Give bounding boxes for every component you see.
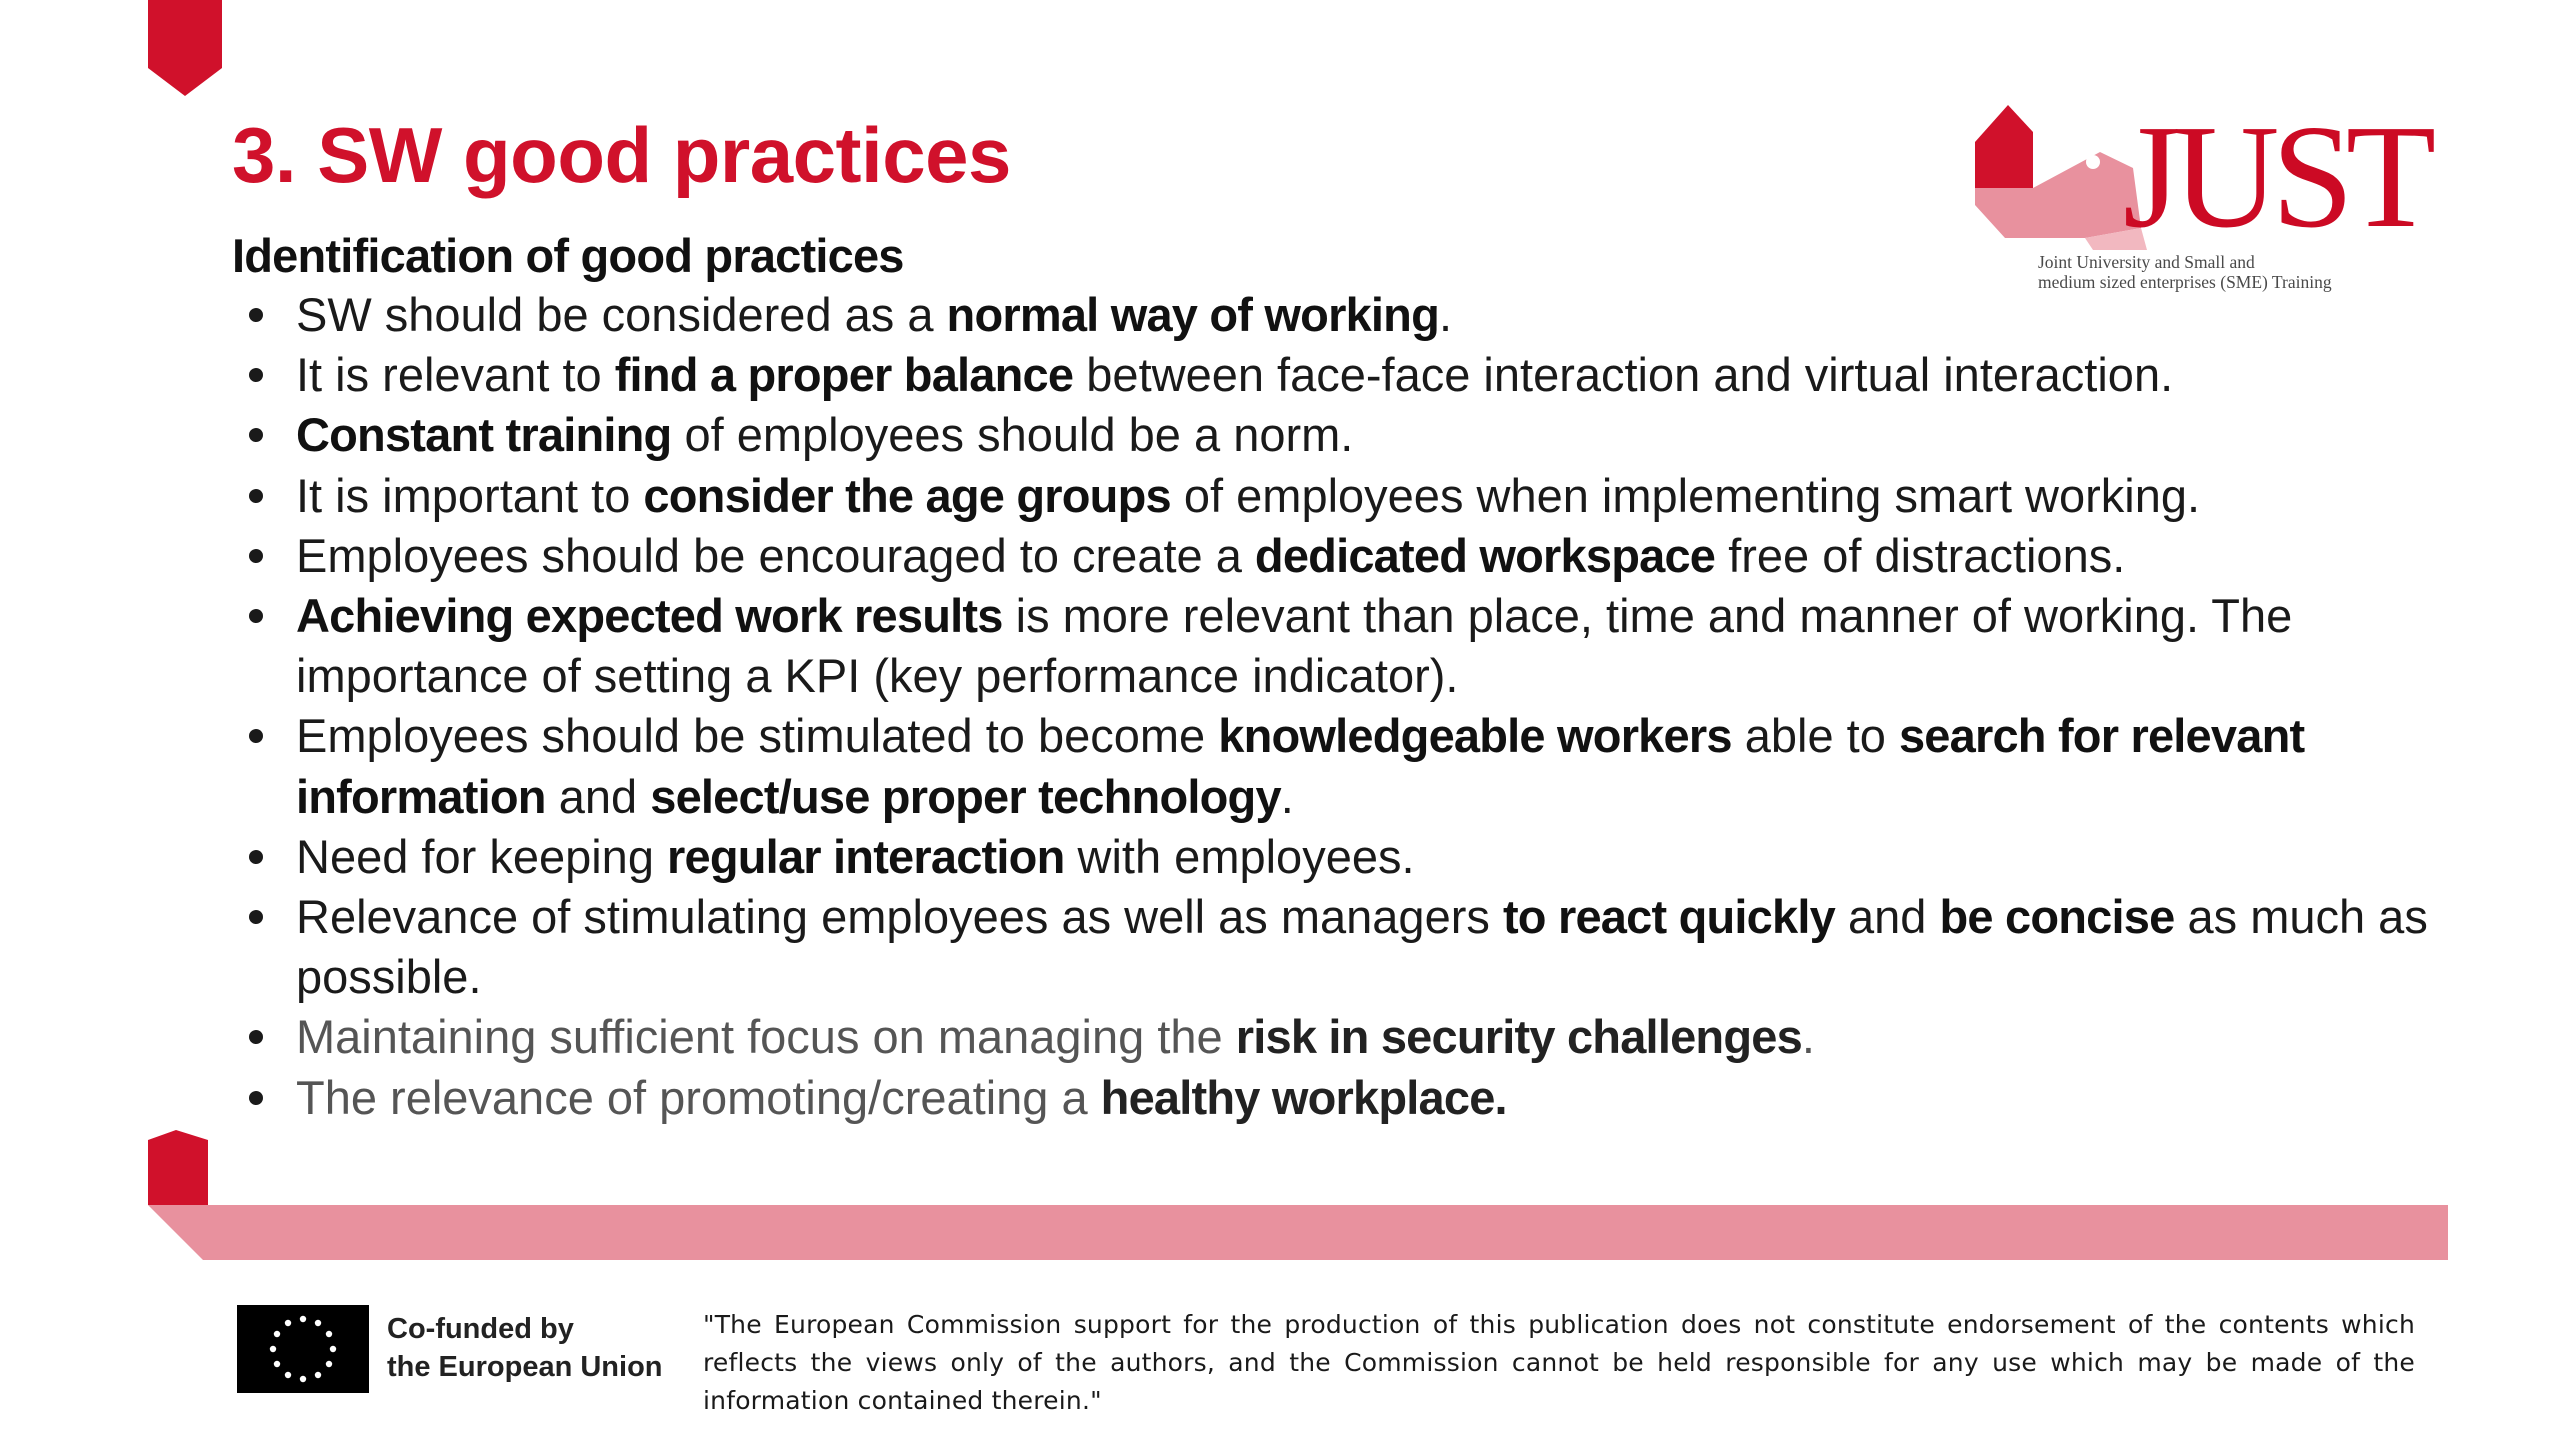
bullet-text: . bbox=[1280, 769, 1294, 823]
eu-cofunded-label bbox=[387, 1310, 663, 1386]
bullet-emphasis: to react quickly bbox=[1502, 890, 1835, 944]
bullet-item bbox=[232, 1007, 2462, 1067]
slide-title: 3. SW good practices bbox=[232, 111, 1011, 199]
bullet-text: Employees should be encouraged to create a bbox=[296, 528, 1255, 582]
bullet-text: Need for keeping bbox=[296, 829, 668, 883]
bullet-text: It is relevant to bbox=[296, 348, 615, 402]
bullet-emphasis: risk in security challenges bbox=[1235, 1010, 1802, 1064]
bullet-item bbox=[232, 285, 2462, 345]
bullet-text: Maintaining sufficient focus on managing the bbox=[296, 1010, 1236, 1064]
bullet-emphasis: find a proper balance bbox=[614, 348, 1074, 402]
just-logo bbox=[1975, 95, 2445, 300]
bullet-item bbox=[232, 887, 2462, 1007]
bullet-emphasis: consider the age groups bbox=[643, 468, 1171, 522]
bullet-text: Relevance of stimulating employees as well as managers bbox=[296, 890, 1503, 944]
eu-star bbox=[300, 1376, 306, 1382]
bullet-text: It is important to bbox=[296, 468, 644, 522]
bullet-text: Employees should be stimulated to become bbox=[296, 709, 1219, 763]
bullet-text: is more relevant than place, time and manner of working. The importance of setting a KPI (key performance indicator). bbox=[296, 589, 2293, 703]
eu-disclaimer: "The European Commission support for the production of this publication does not constitute endorsement of the contents which reflects the views only of the authors, and the Commission cannot be held responsible for any use which may be made of the information contained therein." bbox=[703, 1310, 2415, 1415]
bullet-text: SW should be considered as a bbox=[296, 288, 947, 341]
eu-star bbox=[285, 1372, 291, 1378]
bullet-emphasis: knowledgeable workers bbox=[1218, 709, 1732, 763]
eu-star bbox=[315, 1320, 321, 1326]
bullet-item bbox=[232, 706, 2462, 826]
bullet-text: of employees when implementing smart working. bbox=[1170, 468, 2201, 522]
section-subheading: Identification of good practices bbox=[232, 229, 904, 282]
eu-star bbox=[274, 1361, 280, 1367]
bullet-emphasis: healthy workplace. bbox=[1100, 1070, 1507, 1124]
bullet-emphasis: dedicated workspace bbox=[1254, 528, 1716, 582]
bullet-item bbox=[232, 1068, 2462, 1128]
bullet-text: and bbox=[1834, 890, 1940, 944]
bullet-item bbox=[232, 827, 2462, 887]
bullet-text: . bbox=[1439, 288, 1453, 341]
bullet-text: between face-face interaction and virtual interaction. bbox=[1073, 348, 2174, 402]
bullet-emphasis: normal way of working bbox=[946, 288, 1439, 341]
eu-label-line-1: Co-funded by bbox=[387, 1313, 574, 1345]
bullet-emphasis: regular interaction bbox=[667, 829, 1065, 883]
bullet-text: of employees should be a norm. bbox=[671, 408, 1354, 462]
eu-flag-icon bbox=[237, 1305, 369, 1393]
bullet-text: . bbox=[1801, 1010, 1815, 1064]
eu-star bbox=[315, 1372, 321, 1378]
eu-label-line-2: the European Union bbox=[387, 1351, 663, 1383]
bullet-item bbox=[232, 526, 2462, 586]
bullet-emphasis: select/use proper technology bbox=[650, 769, 1281, 823]
bullet-item bbox=[232, 586, 2462, 706]
logo-subtitle-line-1: Joint University and Small and bbox=[2038, 252, 2255, 272]
bullet-text: as much as possible. bbox=[296, 890, 2428, 1004]
eu-star bbox=[285, 1320, 291, 1326]
top-ribbon-tab bbox=[148, 0, 222, 96]
bullet-emphasis: Constant training bbox=[296, 408, 672, 462]
eu-star bbox=[300, 1316, 306, 1322]
bullet-emphasis: Achieving expected work results bbox=[296, 589, 1003, 643]
eu-star bbox=[270, 1346, 276, 1352]
bullet-text: free of distractions. bbox=[1715, 528, 2126, 582]
bullet-item bbox=[232, 405, 2462, 465]
eu-star bbox=[330, 1346, 336, 1352]
logo-subtitle-line-2: medium sized enterprises (SME) Training bbox=[2038, 272, 2332, 292]
bullet-emphasis: search for relevant information bbox=[296, 709, 2305, 823]
eu-star bbox=[326, 1331, 332, 1337]
eu-star bbox=[274, 1331, 280, 1337]
bullet-text: able to bbox=[1731, 709, 1899, 763]
bullet-list bbox=[232, 285, 2462, 1128]
bullet-item bbox=[232, 466, 2462, 526]
bullet-item bbox=[232, 345, 2462, 405]
bullet-text: The relevance of promoting/creating a bbox=[296, 1070, 1101, 1124]
bullet-text: and bbox=[545, 769, 651, 823]
bullet-text: with employees. bbox=[1064, 829, 1415, 883]
bullet-emphasis: be concise bbox=[1939, 890, 2175, 944]
logo-wordmark: JUST bbox=[2123, 95, 2429, 259]
footer-ribbon bbox=[148, 1130, 2448, 1280]
eu-star bbox=[326, 1361, 332, 1367]
